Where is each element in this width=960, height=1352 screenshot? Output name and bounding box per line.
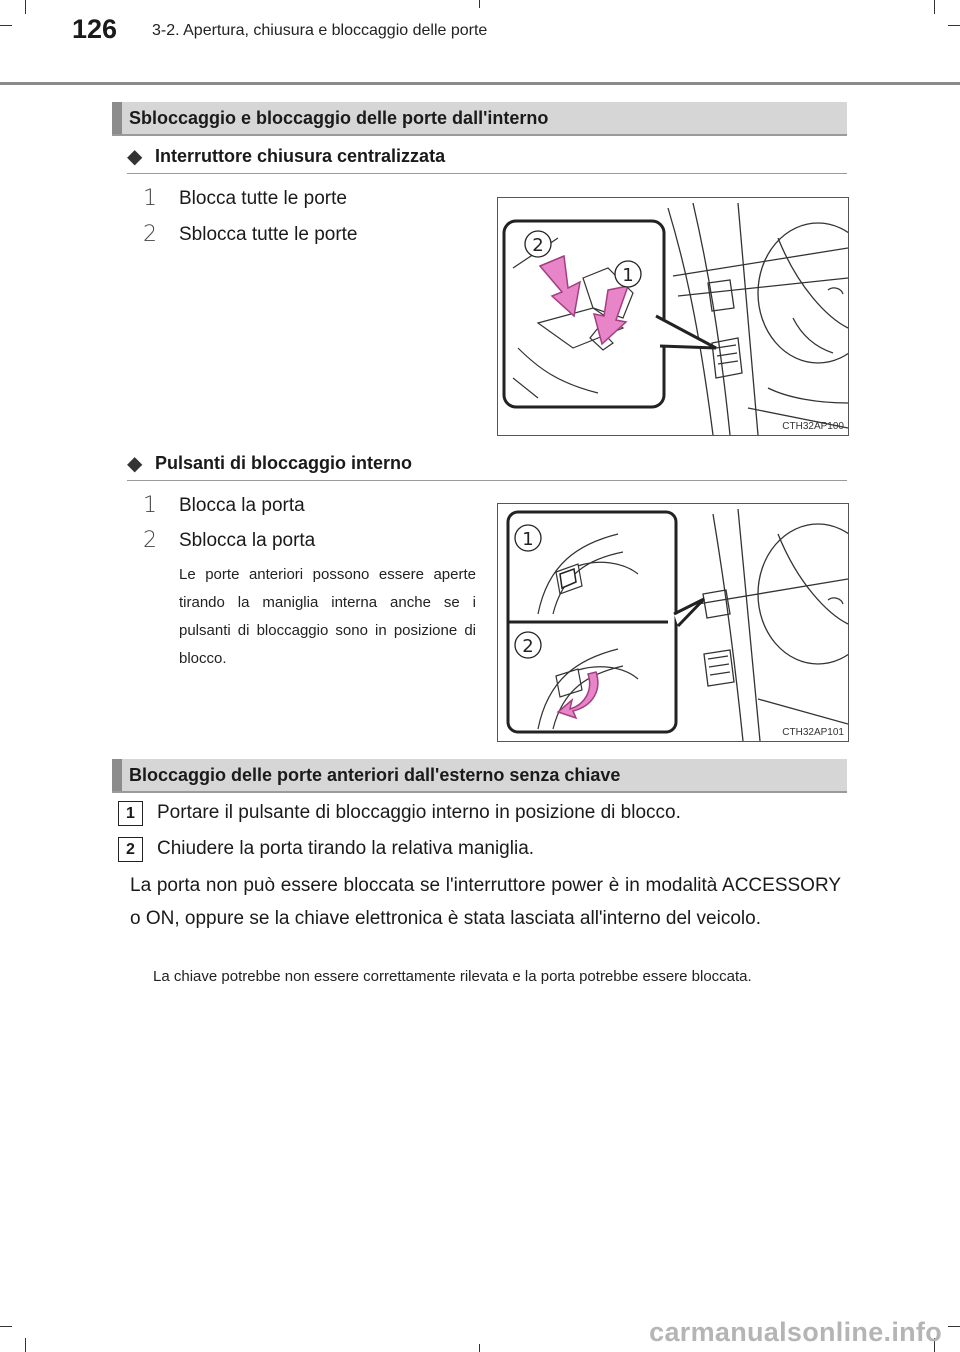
body-paragraph: La porta non può essere bloccata se l'interruttore power è in modalità ACCESSORY o ON, oppure se la chiave elettronica è stata lasciata all'interno del veicolo. [130,875,841,929]
figure-code: CTH32AP100 [782,421,844,432]
inside-lock-drawing [498,504,848,741]
diamond-bullet-icon: ◆ [127,146,143,168]
item-label: Blocca tutte le porte [179,188,347,209]
callout-1: 1 [522,529,534,550]
item-label: Sblocca tutte le porte [179,224,358,245]
step-number-box: 1 [118,801,143,826]
crop-mark [0,1326,12,1327]
section-heading-text: Bloccaggio delle porte anteriori dall'esterno senza chiave [129,765,621,785]
note-text: Le porte anteriori possono essere aperte tirando la maniglia interna anche se i pulsanti di bloccaggio sono in posizione di blocco. [179,566,476,667]
door-lock-switch-drawing [498,198,848,435]
item-number: 2 [143,528,157,553]
subheading-central-lock [127,143,847,174]
running-header: 3-2. Apertura, chiusura e bloccaggio delle porte [152,22,488,39]
crop-mark [479,0,480,8]
section-heading-text: Sbloccaggio e bloccaggio delle porte dall'interno [129,108,549,128]
section-heading [112,102,847,136]
diamond-bullet-icon: ◆ [127,453,143,475]
section-heading-bar [112,102,122,134]
item-number: 1 [143,186,157,211]
subheading-text: Pulsanti di bloccaggio interno [155,453,413,473]
illustration-door-lock-switch [497,197,849,436]
subheading-text: Interruttore chiusura centralizzata [155,146,446,166]
callout-2: 2 [532,235,544,256]
item-label: Blocca la porta [179,495,305,516]
illustration-inside-lock-button [497,503,849,742]
step-text: Portare il pulsante di bloccaggio interno in posizione di blocco. [157,802,681,823]
subheading-inside-lock [127,450,847,481]
crop-mark [0,25,12,26]
crop-mark [25,0,26,14]
crop-mark [934,0,935,14]
item-label: Sblocca la porta [179,530,316,551]
crop-mark [948,1326,960,1327]
figure-code: CTH32AP101 [782,727,844,738]
crop-mark [479,1344,480,1352]
item-number: 2 [143,222,157,247]
item-number: 1 [143,493,157,518]
step-number-box: 2 [118,837,143,862]
callout-1: 1 [622,265,634,286]
section-heading-bar [112,759,122,791]
section-heading [112,759,847,793]
note-text: La chiave potrebbe non essere correttamente rilevata e la porta potrebbe essere bloccata. [153,968,752,985]
header-rule [0,82,960,85]
watermark: carmanualsonline.info [649,1317,942,1347]
page-number: 126 [72,14,118,44]
step-text: Chiudere la porta tirando la relativa maniglia. [157,838,535,859]
crop-mark [25,1338,26,1352]
callout-2: 2 [522,636,534,657]
crop-mark [948,25,960,26]
